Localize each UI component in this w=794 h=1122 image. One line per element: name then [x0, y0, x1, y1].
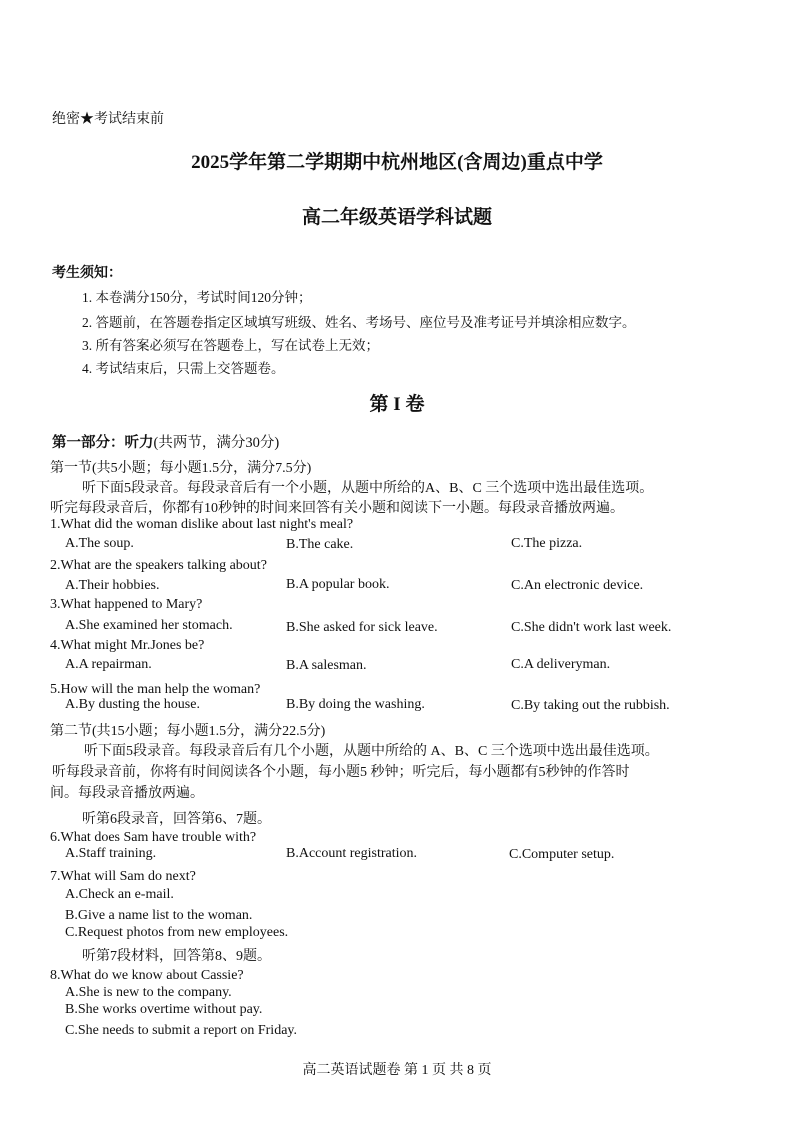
option-b: B.The cake.: [286, 537, 354, 552]
option-a: A.Staff training.: [65, 846, 157, 861]
note-item: 3. 所有答案必须写在答题卷上，写在试卷上无效；: [82, 338, 379, 353]
notes-heading: 考生须知：: [52, 266, 122, 281]
volume-heading: 第 I 卷: [369, 394, 425, 415]
option-b: B.Account registration.: [286, 846, 418, 861]
audio-6-instruction: 听第6段录音，回答第6、7题。: [82, 812, 271, 827]
question-3: 3.What happened to Mary?: [50, 597, 203, 612]
option-a: A.She examined her stomach.: [65, 618, 233, 633]
question-7: 7.What will Sam do next?: [50, 869, 196, 884]
exam-subtitle: 高二年级英语学科试题: [301, 207, 492, 228]
option-b: B.A salesman.: [286, 658, 367, 673]
audio-7-instruction: 听第7段材料，回答第8、9题。: [82, 949, 271, 964]
section2-instruction: 听下面5段录音。每段录音后有几个小题，从题中所给的 A、B、C 三个选项中选出最佳选项。: [84, 744, 659, 759]
option-a: A.A repairman.: [65, 657, 152, 672]
option-c: C.An electronic device.: [511, 578, 644, 593]
section2-heading: 第二节(共15小题；每小题1.5分，满分22.5分): [50, 724, 326, 739]
option-b: B.Give a name list to the woman.: [65, 908, 253, 923]
section1-instruction: 听完每段录音后，你都有10秒钟的时间来回答有关小题和阅读下一小题。每段录音播放两遍。: [50, 501, 624, 516]
option-b: B.A popular book.: [286, 577, 390, 592]
question-1: 1.What did the woman dislike about last night's meal?: [50, 517, 354, 532]
section1-instruction: 听下面5段录音。每段录音后有一个小题，从题中所给的A、B、C 三个选项中选出最佳选项。: [82, 481, 654, 496]
question-6: 6.What does Sam have trouble with?: [50, 830, 257, 845]
section2-instruction: 听每段录音前，你将有时间阅读各个小题，每小题5 秒钟；听完后，每小题都有5秒钟的作答时: [52, 765, 630, 780]
option-c: C.She didn't work last week.: [511, 620, 672, 635]
option-c: C.The pizza.: [511, 536, 583, 551]
note-item: 4. 考试结束后，只需上交答题卷。: [82, 361, 285, 376]
option-a: A.Check an e-mail.: [65, 887, 174, 902]
option-c: C.A deliveryman.: [511, 657, 611, 672]
exam-title: 2025学年第二学期期中杭州地区(含周边)重点中学: [191, 152, 603, 173]
option-c: C.By taking out the rubbish.: [511, 698, 670, 713]
option-b: B.She works overtime without pay.: [65, 1002, 263, 1017]
note-item: 1. 本卷满分150分，考试时间120分钟；: [82, 290, 312, 305]
option-a: A.She is new to the company.: [65, 985, 232, 1000]
question-8: 8.What do we know about Cassie?: [50, 968, 244, 983]
option-a: A.The soup.: [65, 536, 134, 551]
question-4: 4.What might Mr.Jones be?: [50, 638, 205, 653]
part1-note: (共两节，满分30分): [153, 435, 280, 451]
option-a: A.By dusting the house.: [65, 697, 200, 712]
option-a: A.Their hobbies.: [65, 578, 160, 593]
section1-heading: 第一节(共5小题；每小题1.5分，满分7.5分): [50, 461, 312, 476]
option-c: C.Computer setup.: [509, 847, 615, 862]
question-2: 2.What are the speakers talking about?: [50, 558, 267, 573]
option-b: B.By doing the washing.: [286, 697, 425, 712]
page-footer: 高二英语试题卷 第 1 页 共 8 页: [302, 1063, 492, 1078]
question-5: 5.How will the man help the woman?: [50, 682, 261, 697]
note-item: 2. 答题前，在答题卷指定区域填写班级、姓名、考场号、座位号及准考证号并填涂相应数字。: [82, 315, 636, 330]
option-c: C.She needs to submit a report on Friday.: [65, 1023, 298, 1038]
confidential-mark: 绝密★考试结束前: [52, 112, 164, 127]
section2-instruction: 间。每段录音播放两遍。: [50, 786, 204, 801]
part1-title: 第一部分：听力: [52, 435, 154, 451]
option-b: B.She asked for sick leave.: [286, 620, 438, 635]
part1-heading: [52, 431, 279, 452]
option-c: C.Request photos from new employees.: [65, 925, 289, 940]
